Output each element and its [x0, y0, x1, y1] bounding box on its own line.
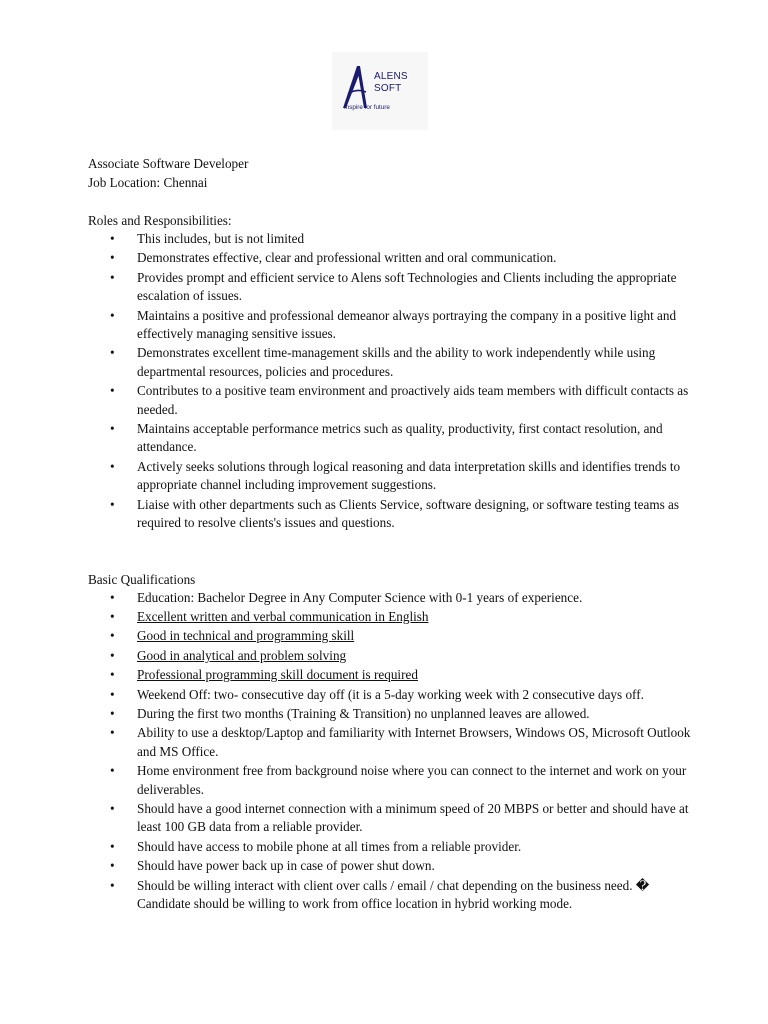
list-item: • Liaise with other departments such as Clients Service, software designing, or software testing teams as required to resolve clients's issues and questions. — [110, 496, 680, 531]
bullet-icon: • — [110, 496, 115, 512]
bullet-icon: • — [110, 269, 115, 285]
bullet-icon: • — [110, 647, 115, 663]
list-item: • Demonstrates effective, clear and professional written and oral communication. — [88, 249, 698, 267]
list-item: • This includes, but is not limited — [88, 230, 698, 248]
bullet-icon: • — [110, 763, 115, 779]
bullet-icon: • — [110, 800, 115, 816]
qualifications-heading: Basic Qualifications — [88, 571, 196, 587]
list-item: • Home environment free from background noise where you can connect to the internet and work on your deliverables. — [110, 763, 687, 797]
logo-tagline: Inspire for future — [344, 104, 390, 111]
list-item: • Professional programming skill document is required — [88, 666, 698, 684]
bullet-icon: • — [110, 589, 115, 605]
bullet-icon: • — [110, 858, 115, 874]
list-item: • Should have power back up in case of power shut down. — [88, 857, 698, 875]
list-item: • Weekend Off: two- consecutive day off (it is a 5-day working week with 2 consecutive days off. — [88, 686, 698, 704]
logo-text-soft: SOFT — [374, 83, 402, 94]
list-item: • Should be willing interact with client over calls / email / chat depending on the business need. � Candidate should be willing to work from office location in hybrid working mode. — [110, 877, 650, 911]
bullet-icon: • — [110, 231, 115, 246]
bullet-icon: • — [110, 628, 115, 644]
job-title: Associate Software Developer — [88, 156, 249, 171]
job-description — [88, 154, 698, 914]
bullet-icon: • — [110, 686, 115, 702]
list-item: • Demonstrates excellent time-management skills and the ability to work independently while using departmental resources, policies and procedures. — [110, 345, 656, 379]
bullet-icon: • — [110, 725, 115, 741]
list-item: • Maintains a positive and professional demeanor always portraying the company in a positive light and effectively managing sensitive issues. — [110, 307, 677, 342]
bullet-icon: • — [110, 838, 115, 854]
bullet-icon: • — [110, 877, 115, 893]
bullet-icon: • — [110, 250, 115, 266]
roles-heading: Roles and Responsibilities: — [88, 213, 232, 228]
list-item: • During the first two months (Training & Transition) no unplanned leaves are allowed. — [88, 705, 698, 723]
qualifications-list — [88, 589, 698, 914]
job-location: Job Location: Chennai — [88, 175, 208, 190]
list-item: • Education: Bachelor Degree in Any Computer Science with 0-1 years of experience. — [88, 589, 698, 607]
list-item: • Actively seeks solutions through logical reasoning and data interpretation skills and identifies trends to appropriate channel including improvement suggestions. — [110, 458, 681, 493]
list-item: • Should have a good internet connection with a minimum speed of 20 MBPS or better and should have at least 100 GB data from a reliable provider. — [110, 800, 689, 835]
bullet-icon: • — [110, 383, 115, 399]
list-item: • Ability to use a desktop/Laptop and familiarity with Internet Browsers, Windows OS, Microsoft Outlook and MS Office. — [110, 725, 691, 759]
list-item: • Should have access to mobile phone at all times from a reliable provider. — [88, 838, 698, 856]
list-item: • Good in technical and programming skill — [88, 627, 698, 645]
bullet-icon: • — [110, 458, 115, 474]
roles-list — [88, 230, 698, 533]
bullet-icon: • — [110, 345, 115, 361]
list-item: • Excellent written and verbal communication in English — [88, 608, 698, 626]
company-logo — [332, 52, 428, 130]
list-item: • Contributes to a positive team environment and proactively aids team members with difficult contacts as needed. — [110, 383, 689, 417]
bullet-icon: • — [110, 705, 115, 721]
bullet-icon: • — [110, 421, 115, 437]
bullet-icon: • — [110, 307, 115, 323]
list-item: • Good in analytical and problem solving — [88, 647, 698, 665]
list-item: • Maintains acceptable performance metrics such as quality, productivity, first contact resolution, and attendance. — [110, 421, 663, 455]
list-item: • Provides prompt and efficient service to Alens soft Technologies and Clients including the appropriate escalation of issues. — [110, 269, 677, 304]
bullet-icon: • — [110, 608, 115, 624]
bullet-icon: • — [110, 667, 115, 683]
logo-text-alens: ALENS — [374, 71, 408, 82]
